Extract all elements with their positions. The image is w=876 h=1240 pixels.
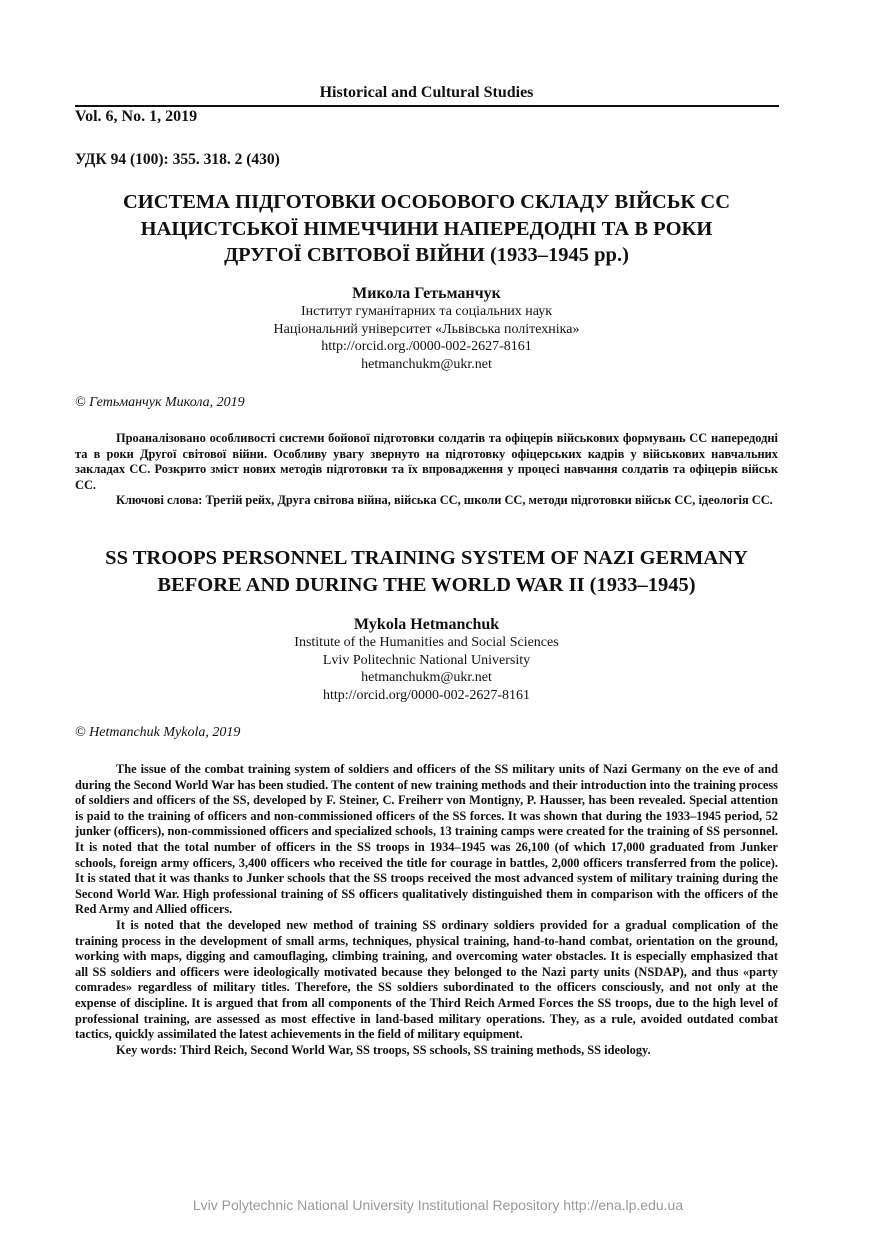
journal-name: Historical and Cultural Studies [319,84,534,101]
english-abstract [75,762,778,1058]
udk-code: УДК 94 (100): 355. 318. 2 (430) [75,151,280,168]
orcid-link[interactable]: http://orcid.org/0000-002-2627-8161 [323,687,530,703]
ukrainian-affiliation [75,303,778,373]
volume-info: Vol. 6, No. 1, 2019 [75,108,198,125]
title-line: SS TROOPS PERSONNEL TRAINING SYSTEM OF NAZI GERMANY [105,547,748,569]
english-affiliation [75,634,778,704]
abstract-paragraph: It is noted that the developed new method of training SS ordinary soldiers provided for a gradual complication of the training process in the development of small arms, techniques, physical training, hand-to-hand combat, orientation on the ground, working with maps, digging and camouflaging, climbing training, and overcoming water obstacles. It is especially emphasized that all SS soldiers and officers were ideologically motivated because they belonged to the Nazi party units (NSDAP), and thus «party comrades» regardless of military titles. Therefore, the SS soldiers subordinated to the officers consciously, and not only at the expense of discipline. It is argued that from all components of the Third Reich Armed Forces the SS troops, due to the high level of professional training, are assessed as most effective in land-based military operations. They, as a rule, avoided outdated combat tactics, quickly assimilated the latest achievements in the field of military equipment. [75,917,778,1042]
ukrainian-title [75,189,778,269]
title-line: СИСТЕМА ПІДГОТОВКИ ОСОБОВОГО СКЛАДУ ВІЙСЬК СС [123,191,730,213]
ukrainian-abstract [75,431,778,509]
email-link[interactable]: hetmanchukm@ukr.net [361,356,492,372]
title-line: BEFORE AND DURING THE WORLD WAR II (1933–1945) [157,573,696,596]
ukrainian-author: Микола Гетьманчук [352,285,501,302]
affiliation-line: Lviv Politechnic National University [322,652,531,668]
orcid-link[interactable]: http://orcid.org./0000-002-2627-8161 [321,339,532,355]
affiliation-line: Інститут гуманітарних та соціальних наук [300,304,553,319]
repository-footer: Lviv Polytechnic National University Institutional Repository http://ena.lp.edu.ua [192,1197,684,1213]
email-link[interactable]: hetmanchukm@ukr.net [361,670,492,686]
affiliation-line: Національний університет «Львівська політехніка» [273,321,580,337]
keywords: Key words: Third Reich, Second World War, SS troops, SS schools, SS training methods, SS ideology. [116,1042,651,1057]
title-line: НАЦИСТСЬКОЇ НІМЕЧЧИНИ НАПЕРЕДОДНІ ТА В РОКИ [140,217,713,240]
ukrainian-copyright: © Гетьманчук Микола, 2019 [75,395,245,410]
english-copyright: © Hetmanchuk Mykola, 2019 [75,725,241,740]
title-line: ДРУГОЇ СВІТОВОЇ ВІЙНИ (1933–1945 рр.) [224,244,629,266]
abstract-text: Проаналізовано особливості системи бойової підготовки солдатів та офіцерів військових формувань СС напередодні та в роки Другої світової війни. Особливу увагу звернуто на підготовку офіцерських кадрів у військових навчальних закладах СС. Розкрито зміст нових методів підготовки та їх впровадження у процесі навчання солдатів та офіцерів військ СС. [75,431,778,492]
english-title [75,545,778,598]
abstract-paragraph: The issue of the combat training system of soldiers and officers of the SS military units of Nazi Germany on the eve of and during the Second World War has been studied. The content of new training methods and their introduction into the training process of soldiers and officers of the SS, developed by F. Steiner, C. Freiherr von Montigny, P. Hausser, has been revealed. Special attention is paid to the training of officers and non-commissioned officers of the SS forces. It was shown that during the 1933–1945 period, 52 junker (officers), non-commissioned officers and specialized schools, 13 training camps were created for the training of SS personnel. It is noted that the total number of officers in the SS troops in 1934–1945 was 26,100 (of which 17,000 graduated from Junker schools, foreign army officers, 3,400 officers who received the title for courage in battles, 2,000 officers transferred from the police). It is stated that it was thanks to Junker schools that the SS troops received the most advanced system of military training during the Second World War. High professional training of SS officers qualitatively distinguished them in comparison with the officers of the Red Army and Allied officers. [75,762,778,917]
keywords: Ключові слова: Третій рейх, Друга світова війна, військa СС, школи СС, методи підготовки військ СС, ідеологія СС. [116,493,773,508]
english-author: Mykola Hetmanchuk [353,616,500,633]
header-rule [75,105,779,107]
affiliation-line: Institute of the Humanities and Social Sciences [294,635,559,650]
